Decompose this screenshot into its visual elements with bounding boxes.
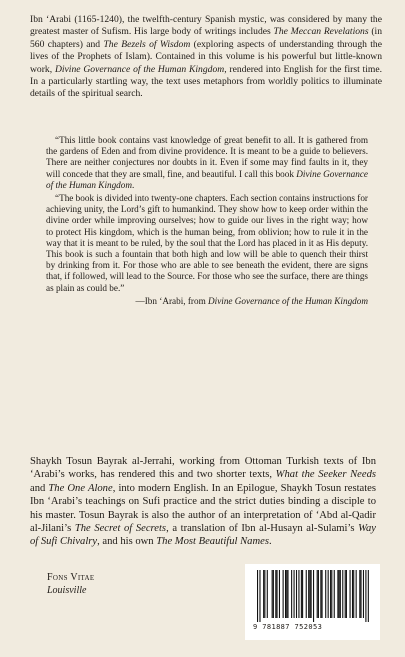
quote-block [46, 135, 368, 309]
bio-text-4: , a translation of Ibn al-Husayn al-Sulami’s [166, 523, 359, 535]
barcode-bars [257, 570, 369, 622]
bio-title-beautiful-names: The Most Beautiful Names [156, 536, 269, 548]
intro-title-bezels-of-wisdom: The Bezels of Wisdom [103, 38, 191, 50]
translator-bio [30, 455, 376, 549]
bio-text-2: and [30, 482, 49, 494]
bio-text-5: , and his own [97, 536, 157, 548]
intro-title-meccan-revelations: The Meccan Revelations [273, 26, 369, 38]
intro-text-3: (exploring aspects of understanding through the lives of the Prophets of Islam). Contained in this volume is his powerful but little-known work, [30, 38, 382, 75]
isbn-digits: 9 781887 752053 [253, 623, 323, 631]
quote-p1-title: Divine Governance of the Human Kingdom [46, 168, 369, 190]
bio-title-secret-of-secrets: The Secret of Secrets [74, 523, 167, 535]
intro-text-1: Ibn ‘Arabi (1165-1240), the twelfth-century Spanish mystic, was considered by many the greatest master of Sufism. His large body of writings includes [30, 14, 382, 38]
intro-text-2: (in 560 chapters) and [30, 26, 382, 50]
quote-p1-end: . [132, 179, 135, 190]
quote-paragraph-1 [46, 135, 368, 191]
attribution-prefix: —Ibn ‘Arabi, from [135, 295, 209, 306]
bio-text-6: . [268, 536, 272, 548]
intro-text-4: , rendered into English for the first time. In a particularly startling way, the text uses metaphors from worldly politics to illuminate details of the spiritual search. [30, 63, 383, 100]
publisher-block [47, 571, 94, 597]
bio-text-1: Shaykh Tosun Bayrak al-Jerrahi, working from Ottoman Turkish texts of Ibn ‘Arabi’s works, has rendered this and two shorter texts, [30, 456, 376, 481]
attribution-title: Divine Governance of the Human Kingdom [208, 295, 368, 306]
publisher-name: Fons Vitae [47, 572, 95, 583]
quote-p1-text: “This little book contains vast knowledge of great benefit to all. It is gathered from the gardens of Eden and from divine providence. It is meant to be a guide to believers. There are neither conjectures nor doubts in it. Even if some may find faults in it, they will concede that they are small, fine, and beautiful. I call this book [46, 135, 368, 179]
intro-paragraph [30, 14, 382, 101]
intro-title-divine-governance: Divine Governance of the Human Kingdom [54, 63, 225, 75]
bio-title-one-alone: The One Alone [48, 482, 113, 494]
bio-title-sufi-chivalry: Way of Sufi Chivalry [30, 523, 377, 548]
isbn-barcode [245, 564, 380, 640]
bio-title-seeker-needs: What the Seeker Needs [275, 469, 376, 481]
quote-attribution [46, 296, 368, 307]
bio-text-3: , into modern English. In an Epilogue, Shaykh Tosun restates Ibn ‘Arabi’s teachings on Sufi practice and the strict duties binding a disciple to his master. Tosun Bayrak is also the author of an interpretation of ‘Abd al-Qadir al-Jilani’s [30, 482, 376, 535]
publisher-city: Louisville [47, 585, 87, 596]
quote-paragraph-2: “The book is divided into twenty-one chapters. Each section contains instructions for achieving unity, the Lord’s gift to humankind. They show how to keep order within the divine order while improving ourselves; how to guide our lives in the right way; how to protect His kingdom, which is the human being, from oblivion; how to rule it in the way that it is meant to be ruled, by the soul that the Lord has placed in it as His deputy. This book is such a fountain that both high and low will be able to quench their thirst by drinking from it. For those who are able to see beneath the evident, there are signs that, if followed, will lead to the Source. For those who see the surface, there are things as plain as could be.” [46, 193, 368, 293]
